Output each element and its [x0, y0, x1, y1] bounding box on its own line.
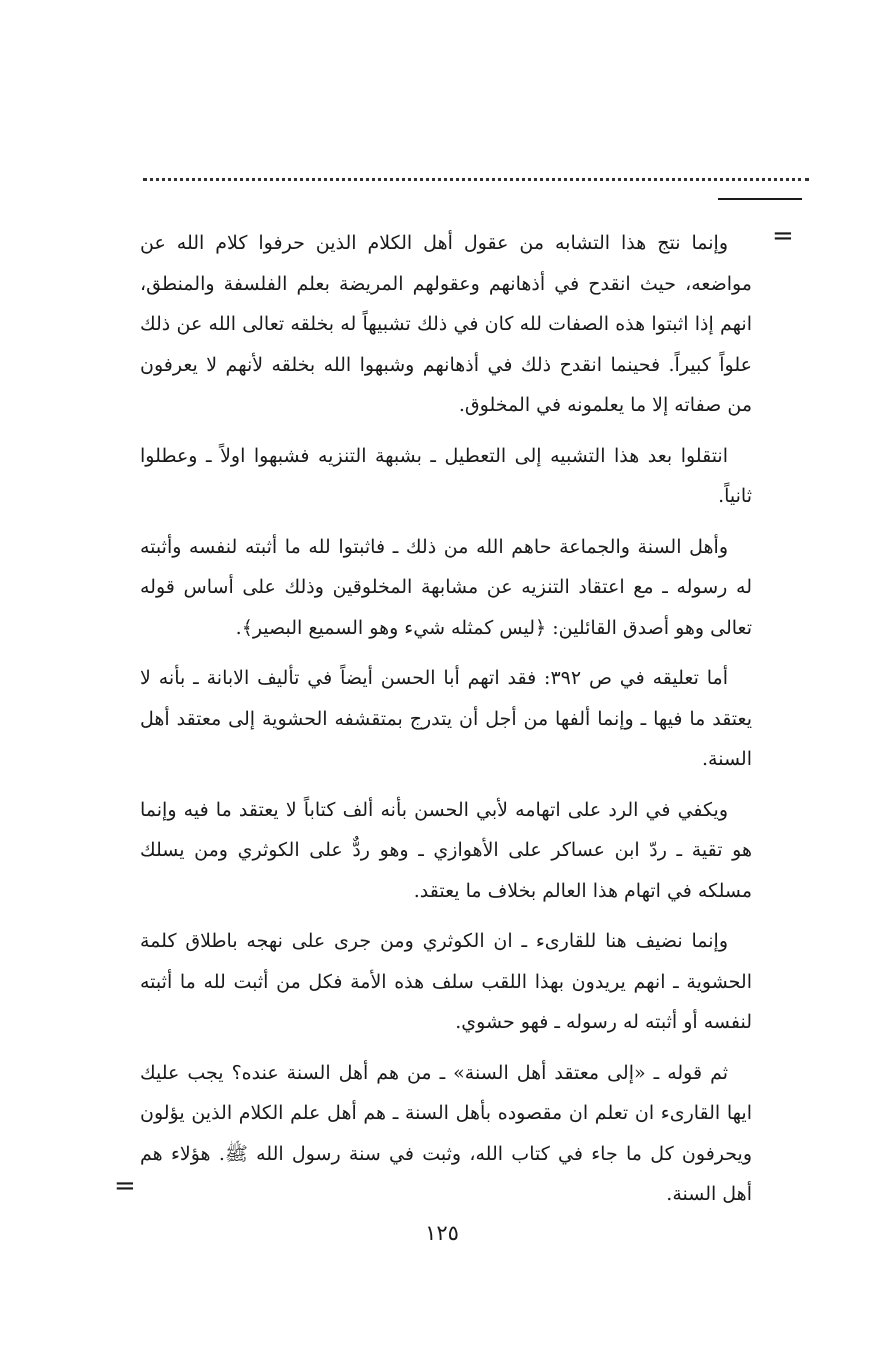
page-number: ١٢٥ — [425, 1221, 459, 1245]
paragraph-2: انتقلوا بعد هذا التشبيه إلى التعطيل ـ بشبهة التنزيه فشبهوا اولاً ـ وعطلوا ثانياً. — [140, 444, 752, 507]
paragraph-4: أما تعليقه في ص ٣٩٢: فقد اتهم أبا الحسن أيضاً في تأليف الابانة ـ بأنه لا يعتقد ما فيها ـ وإنما ألفها من أجل أن يتدرج بمتقشفه الحشوية إلى معتقد أهل السنة. — [140, 667, 752, 770]
header-short-rule — [718, 198, 802, 200]
header-dotted-rule — [143, 178, 809, 181]
paragraph-3: وأهل السنة والجماعة حاهم الله من ذلك ـ فاثبتوا لله ما أثبته لنفسه وأثبته له رسوله ـ مع اعتقاد التنزيه عن مشابهة المخلوقين وذلك على أساس قوله تعالى وهو أصدق القائلين: ﴿ليس كمثله شيء وهو السميع البصير﴾. — [140, 535, 752, 639]
paragraph-1: وإنما نتج هذا التشابه من عقول أهل الكلام الذين حرفوا كلام الله عن مواضعه، حيث انقدح في أذهانهم وعقولهم المريضة بعلم الفلسفة والمنطق، انهم إذا اثبتوا هذه الصفات لله كان في ذلك تشبيهاً له بخلقه تعالى الله عن ذلك علواً كبيراً. فحينما انقدح ذلك في أذهانهم وشبهوا الله بخلقه لأنهم لا يعرفون من صفاته إلا ما يعلمونه في المخلوق. — [140, 232, 752, 416]
paragraph-7: ثم قوله ـ «إلى معتقد أهل السنة» ـ من هم أهل السنة عنده؟ يجب عليك ايها القارىء ان تعلم ان مقصوده بأهل السنة ـ هم أهل علم الكلام الذين يؤلون ويحرفون كل ما جاء في كتاب الله، وثبت في سنة رسول الله ﷺ. هؤلاء هم أهل السنة. — [140, 1061, 752, 1205]
paragraph-6: وإنما نضيف هنا للقارىء ـ ان الكوثري ومن جرى على نهجه باطلاق كلمة الحشوية ـ انهم يريدون بهذا اللقب سلف هذه الأمة فكل من أثبت لله ما أثبته لنفسه أو أثبته له رسوله ـ فهو حشوي. — [140, 930, 752, 1033]
continuation-mark-top: = — [772, 221, 794, 251]
footnote-text-block — [140, 223, 752, 1225]
paragraph-5: ويكفي في الرد على اتهامه لأبي الحسن بأنه ألف كتاباً لا يعتقد ما فيه وإنما هو تقية ـ ردّ ابن عساكر على الأهوازي ـ وهو ردٌّ على الكوثري ومن يسلك مسلكه في اتهام هذا العالم بخلاف ما يعتقد. — [140, 798, 752, 902]
continuation-mark-bottom: = — [114, 1171, 136, 1201]
